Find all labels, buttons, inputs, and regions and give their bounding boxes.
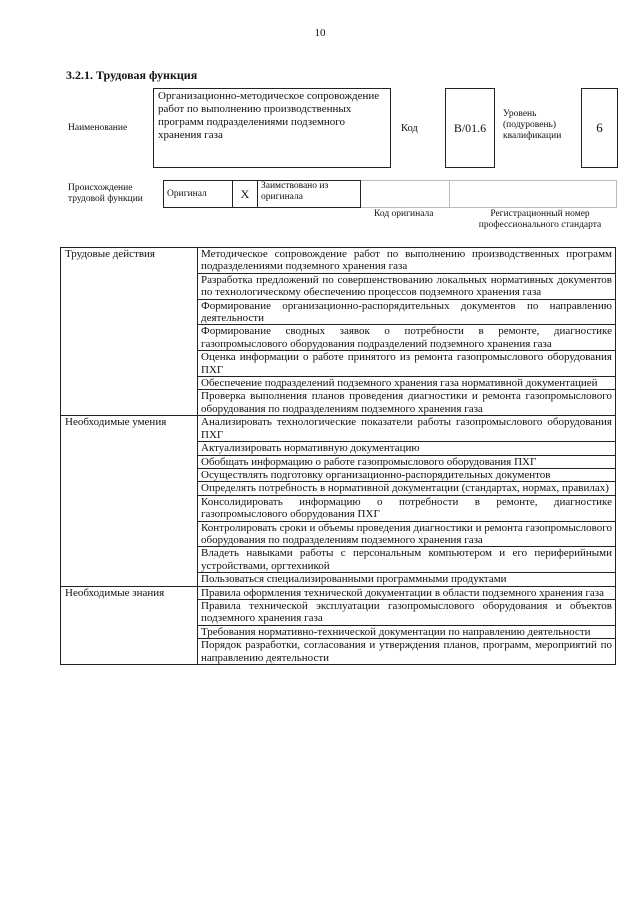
list-item: Обеспечение подразделений подземного хранения газа нормативной документацией (198, 377, 616, 390)
list-item: Порядок разработки, согласования и утверждения планов, программ, мероприятий по направлению деятельности (198, 639, 616, 665)
list-item: Консолидировать информацию о потребности в ремонте, диагностике газопромыслового оборудования ПХГ (198, 495, 616, 521)
list-item: Контролировать сроки и объемы проведения диагностики и ремонта газопромыслового оборудования по подразделениям подземного хранения газа (198, 521, 616, 547)
code-original-cell (361, 181, 450, 208)
list-item: Пользоваться специализированными программными продуктами (198, 573, 616, 586)
competency-table (60, 247, 616, 665)
section-title-knowledge: Необходимые знания (61, 586, 198, 664)
code-label: Код (401, 123, 418, 134)
list-item: Методическое сопровождение работ по выполнению производственных программ подразделениями подземного хранения газа (198, 248, 616, 274)
reg-number-caption: Регистрационный номер профессионального стандарта (478, 209, 602, 230)
list-item: Осуществлять подготовку организационно-распорядительных документов (198, 468, 616, 481)
list-item: Правила технической эксплуатации газопромыслового оборудования и объектов подземного хранения газа (198, 599, 616, 625)
function-name-box: Организационно-методическое сопровождение работ по выполнению производственных программ подразделениями подземного хранения газа (153, 88, 391, 168)
list-item: Обобщать информацию о работе газопромыслового оборудования ПХГ (198, 455, 616, 468)
code-original-caption: Код оригинала (374, 209, 434, 219)
list-item: Владеть навыками работы с персональным компьютером и его периферийными устройствами, оргтехникой (198, 547, 616, 573)
section-title-skills: Необходимые умения (61, 416, 198, 586)
list-item: Требования нормативно-технической документации по направлению деятельности (198, 625, 616, 638)
function-code-box: В/01.6 (445, 88, 495, 168)
name-label: Наименование (68, 123, 128, 133)
table-row (61, 248, 616, 274)
list-item: Актуализировать нормативную документацию (198, 442, 616, 455)
list-item: Формирование организационно-распорядительных документов по направлению деятельности (198, 299, 616, 325)
reg-number-cell (450, 181, 617, 208)
list-item: Правила оформления технической документации в области подземного хранения газа (198, 586, 616, 599)
original-label: Оригинал (164, 181, 233, 208)
qualification-level-box: 6 (581, 88, 618, 168)
level-label: Уровень (подуровень) квалификации (503, 109, 562, 141)
table-row (61, 586, 616, 599)
origin-table (163, 180, 617, 208)
list-item: Анализировать технологические показатели работы газопромыслового оборудования ПХГ (198, 416, 616, 442)
borrowed-label: Заимствовано из оригинала (258, 181, 361, 208)
list-item: Оценка информации о работе принятого из ремонта газопромыслового оборудования ПХГ (198, 351, 616, 377)
origin-label: Происхождение трудовой функции (68, 183, 143, 204)
section-title-actions: Трудовые действия (61, 248, 198, 416)
table-row (61, 416, 616, 442)
list-item: Формирование сводных заявок о потребности в ремонте, диагностике газопромыслового оборудования подразделений подземного хранения газа (198, 325, 616, 351)
original-mark: X (233, 181, 258, 208)
list-item: Определять потребность в нормативной документации (стандартах, нормах, правилах) (198, 482, 616, 495)
list-item: Проверка выполнения планов проведения диагностики и ремонта газопромыслового оборудования по подразделениям подземного хранения газа (198, 390, 616, 416)
section-heading: 3.2.1. Трудовая функция (66, 68, 198, 82)
list-item: Разработка предложений по совершенствованию локальных нормативных документов по технологическому обеспечению процессов подземного хранения газа (198, 273, 616, 299)
page-number: 10 (314, 27, 326, 39)
